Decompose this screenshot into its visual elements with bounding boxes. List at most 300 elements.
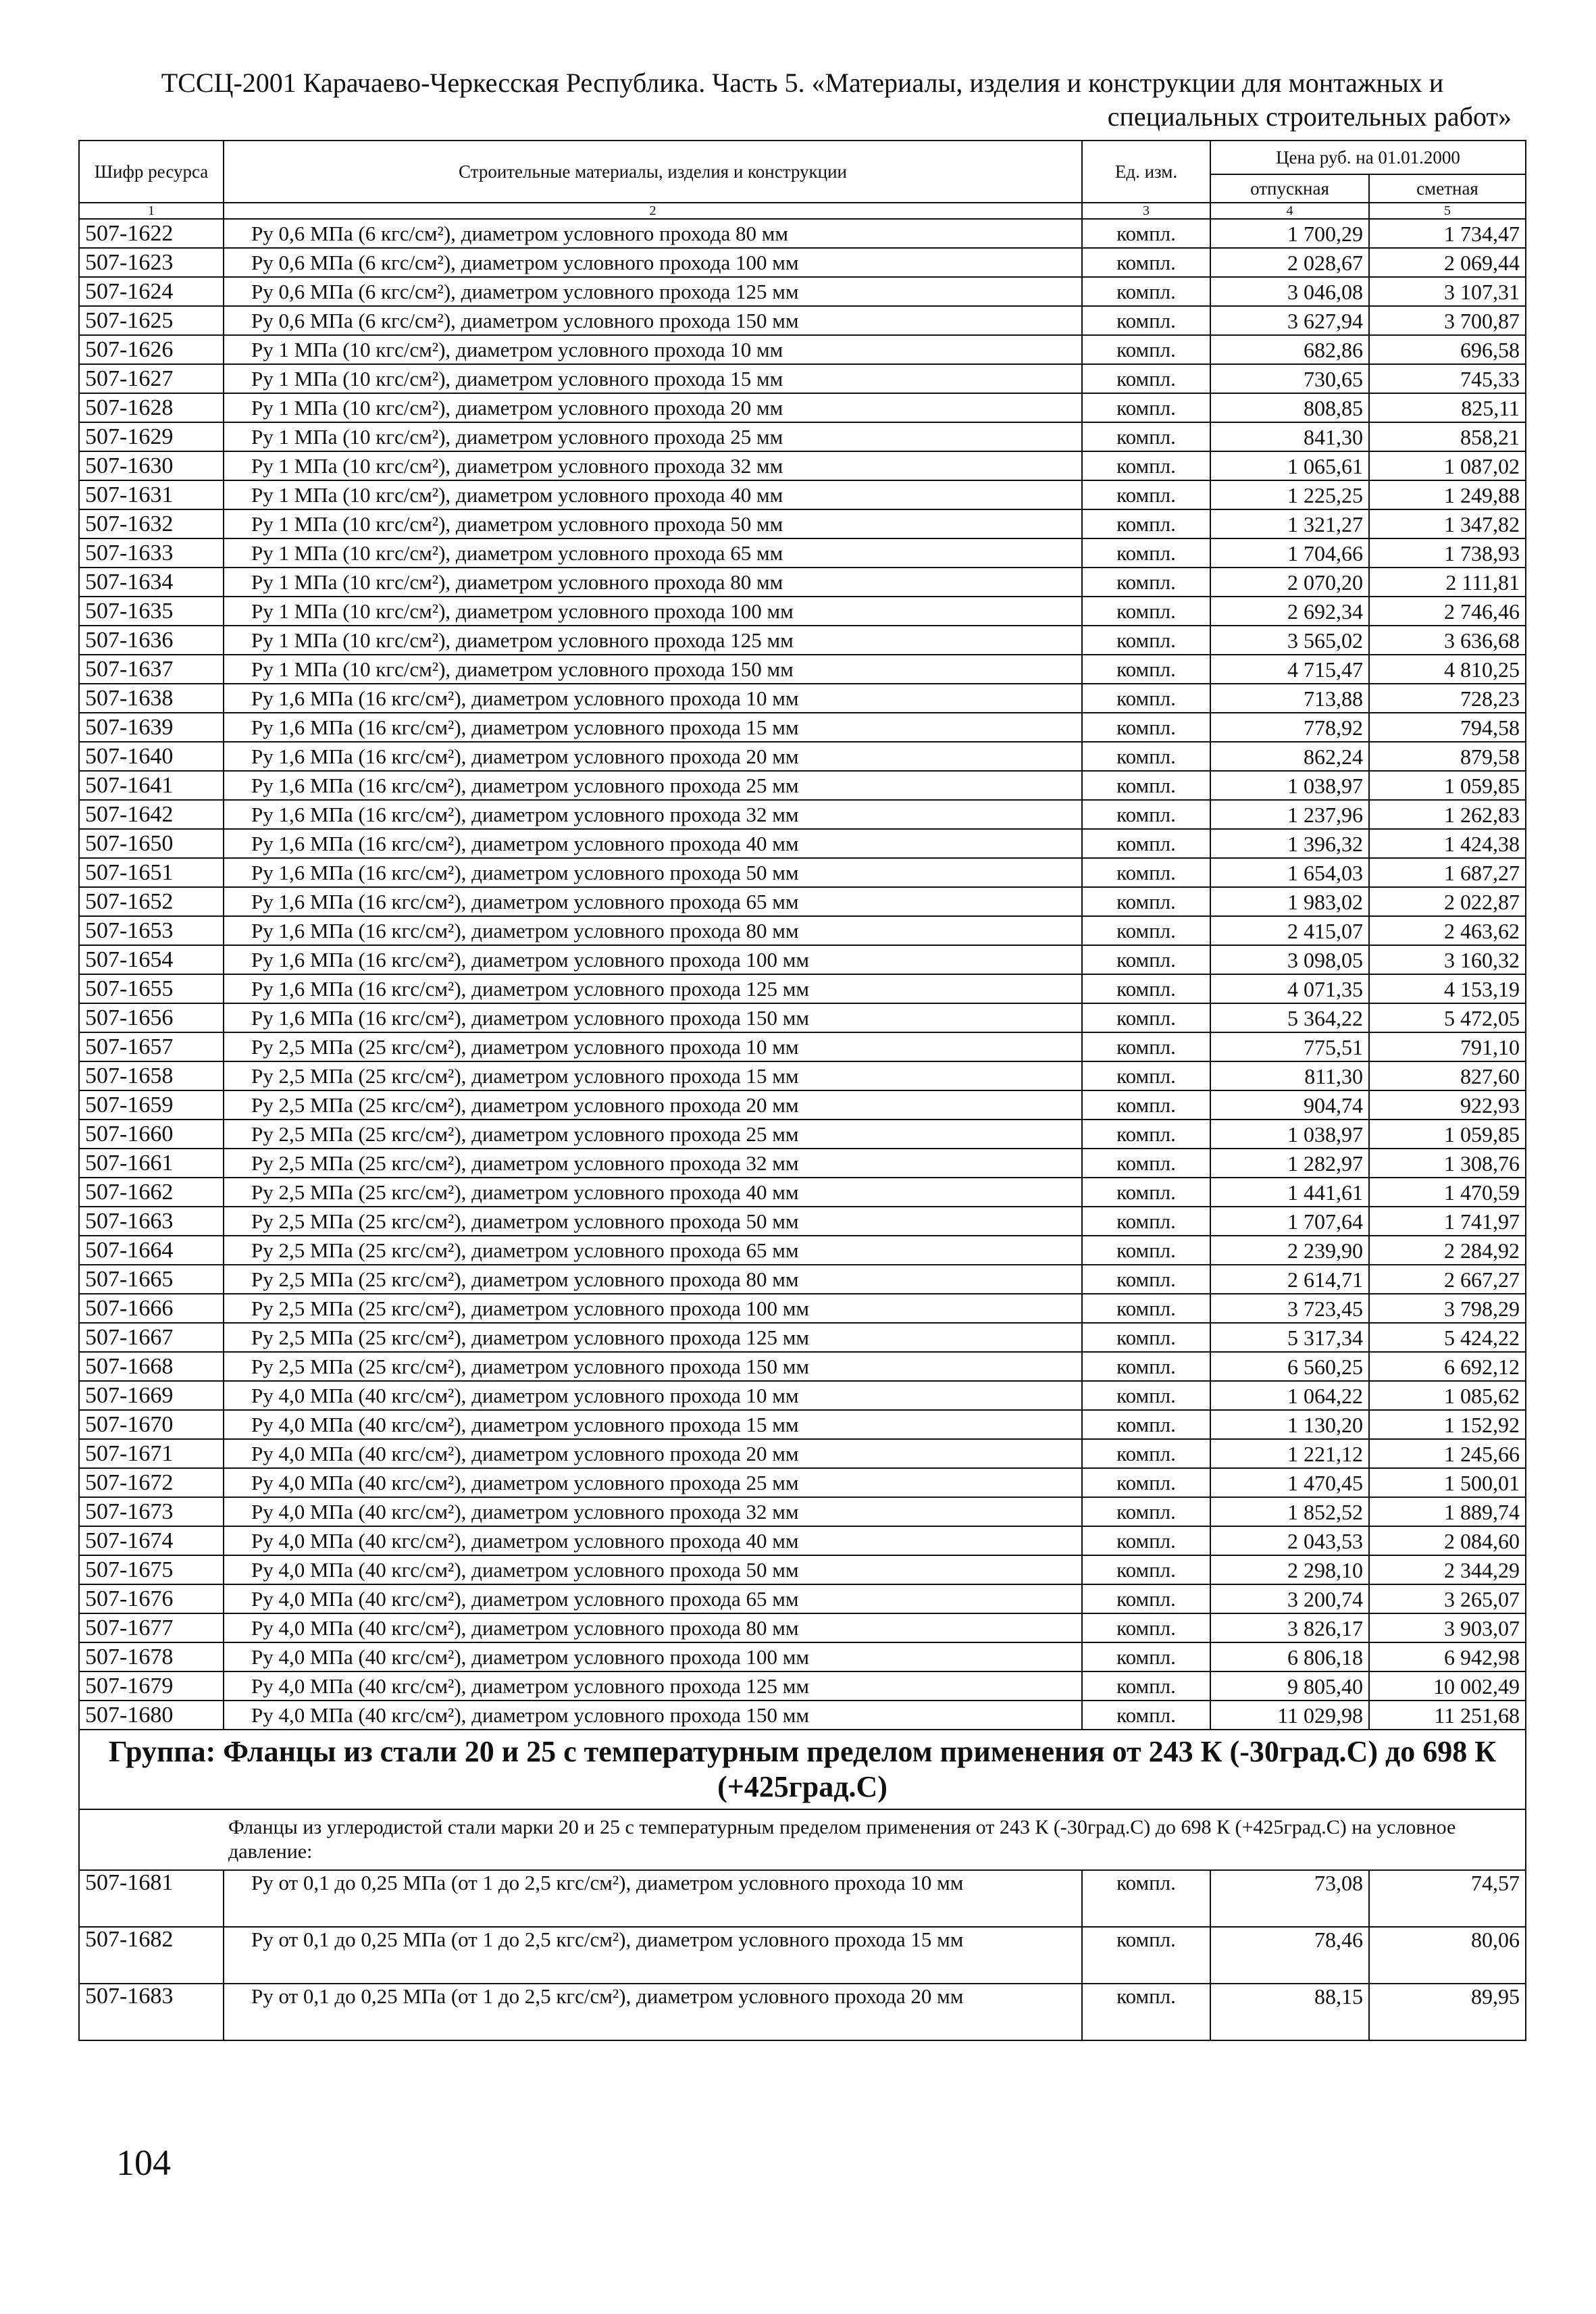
cell-name: Ру 2,5 МПа (25 кгс/см²), диаметром условного прохода 50 мм [224, 1207, 1082, 1236]
cell-estimate-price: 3 107,31 [1369, 277, 1526, 306]
cell-name: Ру 2,5 МПа (25 кгс/см²), диаметром условного прохода 125 мм [224, 1323, 1082, 1352]
cell-name: Ру 1,6 МПа (16 кгс/см²), диаметром условного прохода 15 мм [224, 713, 1082, 742]
col-header-name: Строительные материалы, изделия и конструкции [224, 141, 1082, 203]
cell-unit: компл. [1082, 713, 1210, 742]
cell-release-price: 811,30 [1210, 1061, 1369, 1090]
cell-unit: компл. [1082, 248, 1210, 277]
table-row [79, 800, 1526, 829]
cell-code: 507-1661 [79, 1149, 224, 1178]
cell-name: Ру 4,0 МПа (40 кгс/см²), диаметром условного прохода 50 мм [224, 1555, 1082, 1584]
cell-estimate-price: 745,33 [1369, 364, 1526, 393]
cell-name: Ру 1 МПа (10 кгс/см²), диаметром условного прохода 150 мм [224, 655, 1082, 684]
cell-unit: компл. [1082, 1149, 1210, 1178]
cell-code: 507-1636 [79, 626, 224, 655]
cell-code: 507-1653 [79, 916, 224, 945]
cell-code: 507-1641 [79, 771, 224, 800]
cell-release-price: 2 043,53 [1210, 1526, 1369, 1555]
cell-name: Ру 0,6 МПа (6 кгс/см²), диаметром условного прохода 150 мм [224, 306, 1082, 335]
cell-unit: компл. [1082, 655, 1210, 684]
cell-release-price: 862,24 [1210, 742, 1369, 771]
cell-code: 507-1642 [79, 800, 224, 829]
cell-name: Ру 1 МПа (10 кгс/см²), диаметром условного прохода 20 мм [224, 393, 1082, 422]
cell-unit: компл. [1082, 1468, 1210, 1497]
cell-name: Ру 1,6 МПа (16 кгс/см²), диаметром условного прохода 100 мм [224, 945, 1082, 974]
cell-estimate-price: 2 022,87 [1369, 887, 1526, 916]
cell-release-price: 1 038,97 [1210, 771, 1369, 800]
table-row [79, 393, 1526, 422]
cell-estimate-price: 89,95 [1369, 1984, 1526, 2040]
cell-code: 507-1660 [79, 1120, 224, 1149]
cell-release-price: 1 065,61 [1210, 451, 1369, 480]
cell-unit: компл. [1082, 1265, 1210, 1294]
cell-name: Ру 4,0 МПа (40 кгс/см²), диаметром условного прохода 80 мм [224, 1613, 1082, 1642]
cell-release-price: 5 317,34 [1210, 1323, 1369, 1352]
cell-unit: компл. [1082, 887, 1210, 916]
cell-name: Ру 1 МПа (10 кгс/см²), диаметром условного прохода 10 мм [224, 335, 1082, 364]
cell-release-price: 1 038,97 [1210, 1120, 1369, 1149]
page-header [80, 66, 1525, 134]
cell-code: 507-1630 [79, 451, 224, 480]
cell-unit: компл. [1082, 422, 1210, 451]
cell-code: 507-1637 [79, 655, 224, 684]
cell-estimate-price: 827,60 [1369, 1061, 1526, 1090]
cell-estimate-price: 1 500,01 [1369, 1468, 1526, 1497]
cell-code: 507-1635 [79, 597, 224, 626]
table-row [79, 1984, 1526, 2040]
cell-release-price: 1 225,25 [1210, 480, 1369, 509]
cell-unit: компл. [1082, 538, 1210, 568]
cell-release-price: 2 070,20 [1210, 568, 1369, 597]
cell-name: Ру 2,5 МПа (25 кгс/см²), диаметром условного прохода 80 мм [224, 1265, 1082, 1294]
cell-estimate-price: 80,06 [1369, 1927, 1526, 1984]
cell-estimate-price: 5 424,22 [1369, 1323, 1526, 1352]
cell-name: Ру 1,6 МПа (16 кгс/см²), диаметром условного прохода 50 мм [224, 858, 1082, 887]
cell-estimate-price: 1 687,27 [1369, 858, 1526, 887]
cell-estimate-price: 879,58 [1369, 742, 1526, 771]
cell-unit: компл. [1082, 1555, 1210, 1584]
table-row [79, 1207, 1526, 1236]
table-row [79, 626, 1526, 655]
cell-code: 507-1622 [79, 219, 224, 248]
cell-release-price: 1 064,22 [1210, 1381, 1369, 1410]
cell-estimate-price: 1 741,97 [1369, 1207, 1526, 1236]
col-header-estimate: сметная [1369, 174, 1526, 203]
cell-unit: компл. [1082, 509, 1210, 538]
cell-unit: компл. [1082, 1410, 1210, 1439]
cell-code: 507-1682 [79, 1927, 224, 1984]
cell-unit: компл. [1082, 916, 1210, 945]
cell-unit: компл. [1082, 974, 1210, 1003]
cell-estimate-price: 2 069,44 [1369, 248, 1526, 277]
table-row [79, 1927, 1526, 1984]
table-row [79, 887, 1526, 916]
cell-estimate-price: 728,23 [1369, 684, 1526, 713]
cell-name: Ру 4,0 МПа (40 кгс/см²), диаметром условного прохода 100 мм [224, 1642, 1082, 1671]
cell-code: 507-1658 [79, 1061, 224, 1090]
table-row [79, 916, 1526, 945]
cell-estimate-price: 1 470,59 [1369, 1178, 1526, 1207]
cell-name: Ру 1,6 МПа (16 кгс/см²), диаметром условного прохода 40 мм [224, 829, 1082, 858]
cell-unit: компл. [1082, 1323, 1210, 1352]
cell-estimate-price: 1 059,85 [1369, 1120, 1526, 1149]
cell-release-price: 2 028,67 [1210, 248, 1369, 277]
cell-estimate-price: 3 700,87 [1369, 306, 1526, 335]
cell-code: 507-1678 [79, 1642, 224, 1671]
cell-code: 507-1656 [79, 1003, 224, 1032]
cell-estimate-price: 922,93 [1369, 1090, 1526, 1120]
price-table [78, 140, 1526, 2041]
cell-code: 507-1673 [79, 1497, 224, 1526]
cell-estimate-price: 794,58 [1369, 713, 1526, 742]
cell-code: 507-1680 [79, 1701, 224, 1730]
cell-name: Ру 0,6 МПа (6 кгс/см²), диаметром условного прохода 125 мм [224, 277, 1082, 306]
table-row [79, 364, 1526, 393]
cell-code: 507-1624 [79, 277, 224, 306]
table-row [79, 1265, 1526, 1294]
cell-name: Ру 1 МПа (10 кгс/см²), диаметром условного прохода 50 мм [224, 509, 1082, 538]
cell-name: Ру 4,0 МПа (40 кгс/см²), диаметром условного прохода 40 мм [224, 1526, 1082, 1555]
table-row [79, 1352, 1526, 1381]
cell-release-price: 2 415,07 [1210, 916, 1369, 945]
cell-name: Ру 2,5 МПа (25 кгс/см²), диаметром условного прохода 25 мм [224, 1120, 1082, 1149]
cell-code: 507-1657 [79, 1032, 224, 1061]
cell-release-price: 1 704,66 [1210, 538, 1369, 568]
cell-name: Ру 4,0 МПа (40 кгс/см²), диаметром условного прохода 150 мм [224, 1701, 1082, 1730]
cell-name: Ру 1 МПа (10 кгс/см²), диаметром условного прохода 65 мм [224, 538, 1082, 568]
cell-unit: компл. [1082, 1294, 1210, 1323]
cell-unit: компл. [1082, 1236, 1210, 1265]
table-row [79, 1439, 1526, 1468]
table-row [79, 451, 1526, 480]
cell-release-price: 1 282,97 [1210, 1149, 1369, 1178]
cell-estimate-price: 2 111,81 [1369, 568, 1526, 597]
table-row [79, 1236, 1526, 1265]
cell-estimate-price: 696,58 [1369, 335, 1526, 364]
cell-name: Ру 4,0 МПа (40 кгс/см²), диаметром условного прохода 32 мм [224, 1497, 1082, 1526]
cell-release-price: 1 700,29 [1210, 219, 1369, 248]
table-row [79, 538, 1526, 568]
cell-estimate-price: 2 084,60 [1369, 1526, 1526, 1555]
cell-unit: компл. [1082, 335, 1210, 364]
cell-code: 507-1683 [79, 1984, 224, 2040]
table-row [79, 1642, 1526, 1671]
cell-name: Ру 1 МПа (10 кгс/см²), диаметром условного прохода 32 мм [224, 451, 1082, 480]
cell-release-price: 1 470,45 [1210, 1468, 1369, 1497]
cell-name: Ру 1 МПа (10 кгс/см²), диаметром условного прохода 25 мм [224, 422, 1082, 451]
cell-estimate-price: 1 245,66 [1369, 1439, 1526, 1468]
cell-release-price: 3 627,94 [1210, 306, 1369, 335]
cell-release-price: 2 239,90 [1210, 1236, 1369, 1265]
cell-name: Ру 1,6 МПа (16 кгс/см²), диаметром условного прохода 25 мм [224, 771, 1082, 800]
cell-unit: компл. [1082, 1178, 1210, 1207]
cell-release-price: 808,85 [1210, 393, 1369, 422]
table-row [79, 1149, 1526, 1178]
table-row [79, 771, 1526, 800]
table-row [79, 1003, 1526, 1032]
cell-release-price: 78,46 [1210, 1927, 1369, 1984]
cell-release-price: 904,74 [1210, 1090, 1369, 1120]
cell-unit: компл. [1082, 306, 1210, 335]
cell-estimate-price: 4 810,25 [1369, 655, 1526, 684]
cell-unit: компл. [1082, 1090, 1210, 1120]
cell-estimate-price: 1 738,93 [1369, 538, 1526, 568]
cell-code: 507-1662 [79, 1178, 224, 1207]
table-row [79, 509, 1526, 538]
cell-name: Ру 1 МПа (10 кгс/см²), диаметром условного прохода 15 мм [224, 364, 1082, 393]
cell-release-price: 5 364,22 [1210, 1003, 1369, 1032]
table-row [79, 1090, 1526, 1120]
cell-name: Ру 4,0 МПа (40 кгс/см²), диаметром условного прохода 20 мм [224, 1439, 1082, 1468]
cell-code: 507-1623 [79, 248, 224, 277]
cell-code: 507-1675 [79, 1555, 224, 1584]
cell-release-price: 11 029,98 [1210, 1701, 1369, 1730]
col-header-code: Шифр ресурса [79, 141, 224, 203]
cell-unit: компл. [1082, 568, 1210, 597]
cell-unit: компл. [1082, 1870, 1210, 1927]
table-row [79, 1323, 1526, 1352]
cell-estimate-price: 2 463,62 [1369, 916, 1526, 945]
cell-unit: компл. [1082, 277, 1210, 306]
table-row [79, 974, 1526, 1003]
cell-unit: компл. [1082, 1381, 1210, 1410]
cell-release-price: 1 707,64 [1210, 1207, 1369, 1236]
cell-name: Ру 4,0 МПа (40 кгс/см²), диаметром условного прохода 25 мм [224, 1468, 1082, 1497]
table-row [79, 1613, 1526, 1642]
cell-name: Ру от 0,1 до 0,25 МПа (от 1 до 2,5 кгс/см²), диаметром условного прохода 20 мм [224, 1984, 1082, 2040]
cell-name: Ру 2,5 МПа (25 кгс/см²), диаметром условного прохода 40 мм [224, 1178, 1082, 1207]
cell-estimate-price: 2 344,29 [1369, 1555, 1526, 1584]
cell-estimate-price: 6 692,12 [1369, 1352, 1526, 1381]
cell-name: Ру 1,6 МПа (16 кгс/см²), диаметром условного прохода 80 мм [224, 916, 1082, 945]
cell-name: Ру 0,6 МПа (6 кгс/см²), диаметром условного прохода 100 мм [224, 248, 1082, 277]
cell-name: Ру 1 МПа (10 кгс/см²), диаметром условного прохода 100 мм [224, 597, 1082, 626]
cell-code: 507-1651 [79, 858, 224, 887]
col-index: 2 [224, 203, 1082, 219]
cell-release-price: 1 237,96 [1210, 800, 1369, 829]
cell-name: Ру 4,0 МПа (40 кгс/см²), диаметром условного прохода 125 мм [224, 1671, 1082, 1701]
cell-estimate-price: 2 746,46 [1369, 597, 1526, 626]
cell-estimate-price: 3 636,68 [1369, 626, 1526, 655]
cell-estimate-price: 3 798,29 [1369, 1294, 1526, 1323]
table-row [79, 945, 1526, 974]
cell-name: Ру 4,0 МПа (40 кгс/см²), диаметром условного прохода 10 мм [224, 1381, 1082, 1410]
cell-name: Ру 1,6 МПа (16 кгс/см²), диаметром условного прохода 32 мм [224, 800, 1082, 829]
cell-estimate-price: 2 284,92 [1369, 1236, 1526, 1265]
cell-estimate-price: 6 942,98 [1369, 1642, 1526, 1671]
cell-name: Ру 1,6 МПа (16 кгс/см²), диаметром условного прохода 125 мм [224, 974, 1082, 1003]
cell-release-price: 3 826,17 [1210, 1613, 1369, 1642]
cell-unit: компл. [1082, 742, 1210, 771]
cell-name: Ру 1 МПа (10 кгс/см²), диаметром условного прохода 125 мм [224, 626, 1082, 655]
cell-name: Ру 1 МПа (10 кгс/см²), диаметром условного прохода 80 мм [224, 568, 1082, 597]
cell-estimate-price: 74,57 [1369, 1870, 1526, 1927]
cell-release-price: 1 221,12 [1210, 1439, 1369, 1468]
cell-code: 507-1625 [79, 306, 224, 335]
cell-release-price: 730,65 [1210, 364, 1369, 393]
cell-unit: компл. [1082, 1642, 1210, 1671]
cell-release-price: 778,92 [1210, 713, 1369, 742]
cell-name: Ру 1,6 МПа (16 кгс/см²), диаметром условного прохода 20 мм [224, 742, 1082, 771]
cell-estimate-price: 3 160,32 [1369, 945, 1526, 974]
cell-release-price: 4 071,35 [1210, 974, 1369, 1003]
cell-estimate-price: 1 889,74 [1369, 1497, 1526, 1526]
cell-estimate-price: 3 265,07 [1369, 1584, 1526, 1613]
table-row [79, 1701, 1526, 1730]
cell-unit: компл. [1082, 771, 1210, 800]
cell-release-price: 2 692,34 [1210, 597, 1369, 626]
table-row [79, 1671, 1526, 1701]
cell-name: Ру 2,5 МПа (25 кгс/см²), диаметром условного прохода 100 мм [224, 1294, 1082, 1323]
table-row [79, 655, 1526, 684]
header-line-1: ТССЦ-2001 Карачаево-Черкесская Республика. Часть 5. «Материалы, изделия и конструкции для монтажных и [161, 68, 1444, 98]
cell-code: 507-1666 [79, 1294, 224, 1323]
cell-release-price: 713,88 [1210, 684, 1369, 713]
cell-estimate-price: 1 308,76 [1369, 1149, 1526, 1178]
cell-name: Ру 2,5 МПа (25 кгс/см²), диаметром условного прохода 32 мм [224, 1149, 1082, 1178]
cell-code: 507-1634 [79, 568, 224, 597]
cell-unit: компл. [1082, 597, 1210, 626]
cell-name: Ру 1,6 МПа (16 кгс/см²), диаметром условного прохода 150 мм [224, 1003, 1082, 1032]
table-row [79, 858, 1526, 887]
cell-code: 507-1667 [79, 1323, 224, 1352]
cell-code: 507-1629 [79, 422, 224, 451]
cell-code: 507-1677 [79, 1613, 224, 1642]
cell-estimate-price: 1 085,62 [1369, 1381, 1526, 1410]
table-body-group [79, 1870, 1526, 2040]
table-row [79, 1294, 1526, 1323]
cell-code: 507-1654 [79, 945, 224, 974]
cell-code: 507-1652 [79, 887, 224, 916]
cell-code: 507-1655 [79, 974, 224, 1003]
table-row [79, 335, 1526, 364]
cell-code: 507-1672 [79, 1468, 224, 1497]
cell-unit: компл. [1082, 1061, 1210, 1090]
col-index: 1 [79, 203, 224, 219]
cell-estimate-price: 10 002,49 [1369, 1671, 1526, 1701]
cell-release-price: 1 983,02 [1210, 887, 1369, 916]
cell-release-price: 1 321,27 [1210, 509, 1369, 538]
cell-estimate-price: 1 087,02 [1369, 451, 1526, 480]
page-number: 104 [116, 2142, 171, 2183]
cell-release-price: 1 441,61 [1210, 1178, 1369, 1207]
table-row [79, 742, 1526, 771]
cell-name: Ру 0,6 МПа (6 кгс/см²), диаметром условного прохода 80 мм [224, 219, 1082, 248]
cell-name: Ру от 0,1 до 0,25 МПа (от 1 до 2,5 кгс/см²), диаметром условного прохода 15 мм [224, 1927, 1082, 1984]
cell-code: 507-1650 [79, 829, 224, 858]
col-index: 3 [1082, 203, 1210, 219]
table-row [79, 1032, 1526, 1061]
cell-release-price: 88,15 [1210, 1984, 1369, 2040]
cell-release-price: 1 654,03 [1210, 858, 1369, 887]
table-row [79, 1178, 1526, 1207]
cell-estimate-price: 1 152,92 [1369, 1410, 1526, 1439]
cell-estimate-price: 1 249,88 [1369, 480, 1526, 509]
cell-release-price: 3 046,08 [1210, 277, 1369, 306]
cell-estimate-price: 4 153,19 [1369, 974, 1526, 1003]
cell-unit: компл. [1082, 1927, 1210, 1984]
cell-unit: компл. [1082, 684, 1210, 713]
cell-code: 507-1679 [79, 1671, 224, 1701]
cell-code: 507-1670 [79, 1410, 224, 1439]
cell-name: Ру 2,5 МПа (25 кгс/см²), диаметром условного прохода 65 мм [224, 1236, 1082, 1265]
cell-code: 507-1640 [79, 742, 224, 771]
cell-name: Ру 1,6 МПа (16 кгс/см²), диаметром условного прохода 65 мм [224, 887, 1082, 916]
cell-unit: компл. [1082, 800, 1210, 829]
cell-code: 507-1626 [79, 335, 224, 364]
cell-unit: компл. [1082, 1003, 1210, 1032]
table-row [79, 684, 1526, 713]
cell-unit: компл. [1082, 829, 1210, 858]
cell-unit: компл. [1082, 480, 1210, 509]
cell-code: 507-1669 [79, 1381, 224, 1410]
table-row [79, 248, 1526, 277]
cell-code: 507-1668 [79, 1352, 224, 1381]
cell-unit: компл. [1082, 451, 1210, 480]
table-row [79, 1526, 1526, 1555]
cell-name: Ру 4,0 МПа (40 кгс/см²), диаметром условного прохода 15 мм [224, 1410, 1082, 1439]
table-row [79, 1555, 1526, 1584]
cell-unit: компл. [1082, 1526, 1210, 1555]
table-row [79, 1120, 1526, 1149]
cell-unit: компл. [1082, 945, 1210, 974]
table-row [79, 1061, 1526, 1090]
cell-release-price: 73,08 [1210, 1870, 1369, 1927]
col-index: 5 [1369, 203, 1526, 219]
cell-unit: компл. [1082, 1032, 1210, 1061]
cell-unit: компл. [1082, 1207, 1210, 1236]
cell-estimate-price: 825,11 [1369, 393, 1526, 422]
cell-unit: компл. [1082, 393, 1210, 422]
cell-release-price: 2 298,10 [1210, 1555, 1369, 1584]
cell-estimate-price: 1 059,85 [1369, 771, 1526, 800]
cell-code: 507-1659 [79, 1090, 224, 1120]
table-body [79, 219, 1526, 1730]
cell-unit: компл. [1082, 1439, 1210, 1468]
cell-estimate-price: 1 347,82 [1369, 509, 1526, 538]
table-row [79, 422, 1526, 451]
cell-unit: компл. [1082, 1352, 1210, 1381]
cell-name: Ру 2,5 МПа (25 кгс/см²), диаметром условного прохода 20 мм [224, 1090, 1082, 1120]
cell-code: 507-1676 [79, 1584, 224, 1613]
cell-release-price: 1 130,20 [1210, 1410, 1369, 1439]
cell-estimate-price: 1 262,83 [1369, 800, 1526, 829]
cell-release-price: 2 614,71 [1210, 1265, 1369, 1294]
cell-unit: компл. [1082, 1701, 1210, 1730]
cell-unit: компл. [1082, 1671, 1210, 1701]
cell-name: Ру 2,5 МПа (25 кгс/см²), диаметром условного прохода 15 мм [224, 1061, 1082, 1090]
cell-name: Ру 1 МПа (10 кгс/см²), диаметром условного прохода 40 мм [224, 480, 1082, 509]
group-title: Группа: Фланцы из стали 20 и 25 с температурным пределом применения от 243 К (-30град.С) до 698 К (+425град.С) [79, 1730, 1526, 1809]
cell-release-price: 6 806,18 [1210, 1642, 1369, 1671]
table-row [79, 1410, 1526, 1439]
cell-unit: компл. [1082, 364, 1210, 393]
col-index: 4 [1210, 203, 1369, 219]
cell-code: 507-1663 [79, 1207, 224, 1236]
cell-code: 507-1631 [79, 480, 224, 509]
cell-code: 507-1639 [79, 713, 224, 742]
cell-release-price: 3 565,02 [1210, 626, 1369, 655]
cell-estimate-price: 5 472,05 [1369, 1003, 1526, 1032]
cell-estimate-price: 858,21 [1369, 422, 1526, 451]
table-row [79, 568, 1526, 597]
cell-name: Ру 2,5 МПа (25 кгс/см²), диаметром условного прохода 150 мм [224, 1352, 1082, 1381]
cell-code: 507-1674 [79, 1526, 224, 1555]
cell-code: 507-1671 [79, 1439, 224, 1468]
cell-release-price: 1 396,32 [1210, 829, 1369, 858]
cell-unit: компл. [1082, 1120, 1210, 1149]
table-row [79, 306, 1526, 335]
group-note: Фланцы из углеродистой стали марки 20 и 25 с температурным пределом применения от 243 К (-30град.С) до 698 К (+425град.С) на условное давление: [79, 1809, 1526, 1870]
